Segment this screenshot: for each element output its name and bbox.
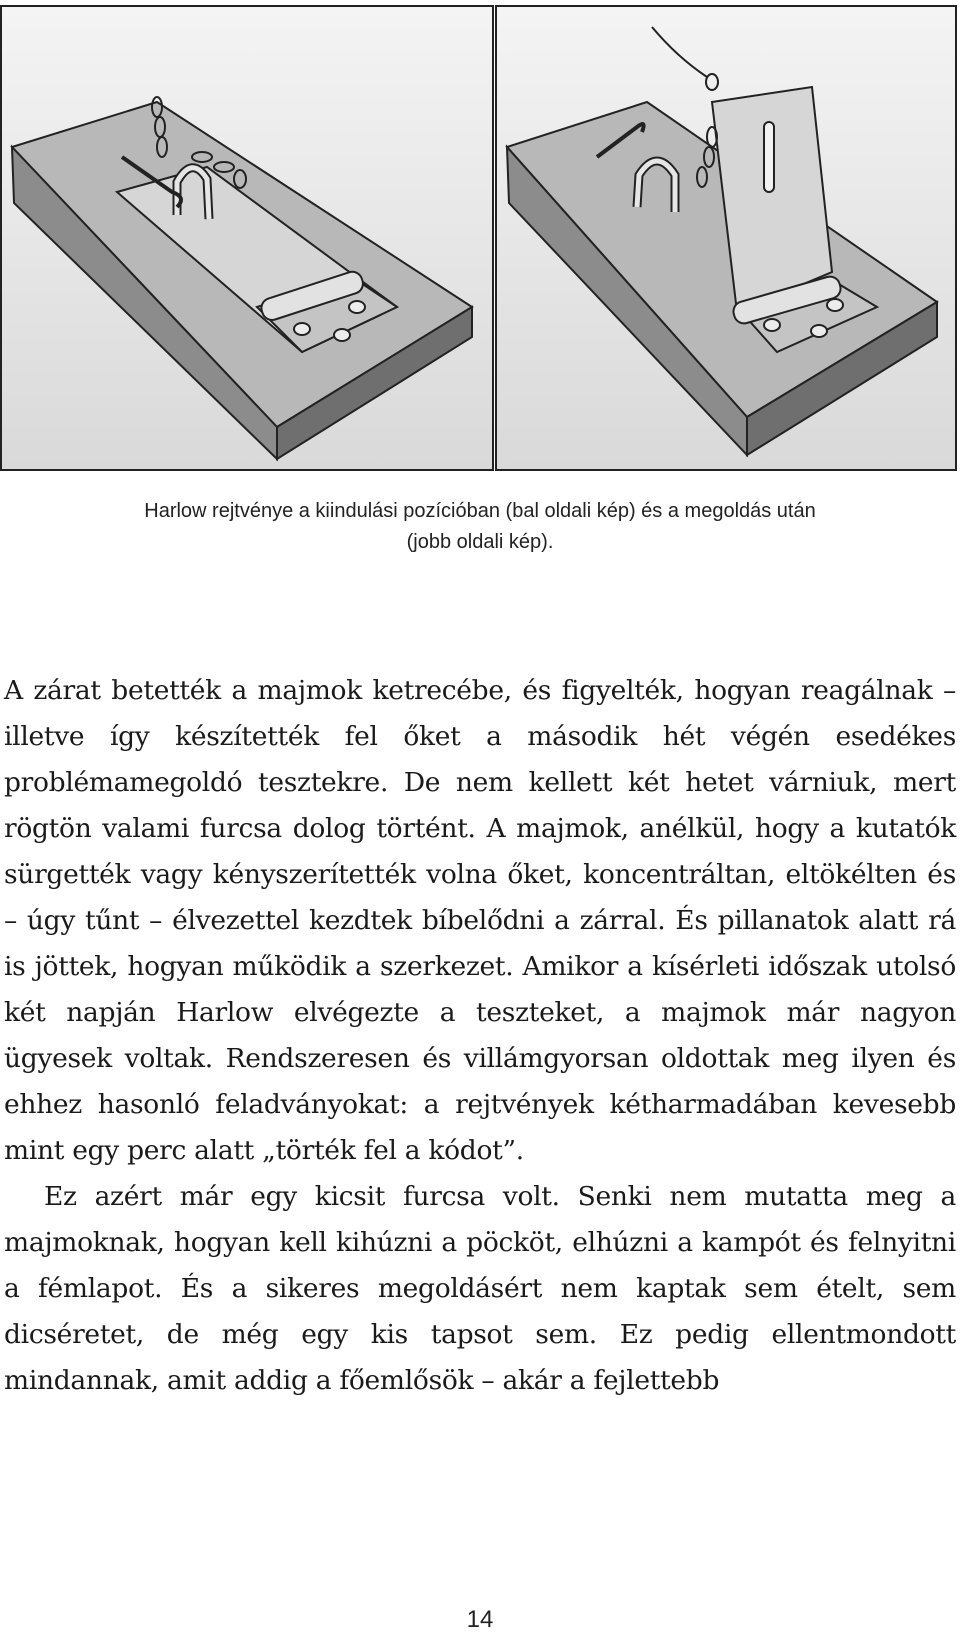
paragraph-2: Ez azért már egy kicsit furcsa volt. Senki nem mutatta meg a majmoknak, hogyan kell kihúzni a pöcköt, elhúzni a kampót és felnyitni a fémlapot. És a sikeres megoldásért nem kaptak sem ételt, sem dicséretet, de még egy kis tapsot sem. Ez pedig ellentmondott mindannak, amit addig a főemlősök – akár a fejlettebb xyxy=(4,1181,956,1396)
puzzle-solved-position-image xyxy=(495,5,957,471)
paragraph-1: A zárat betették a majmok ketrecébe, és figyelték, hogyan reagálnak – illetve így készítették fel őket a második hét végén esedékes problémamegoldó tesztekre. De nem kellett két hetet várniuk, mert rögtön valami furcsa dolog történt. A majmok, anélkül, hogy a kutatók sürgették vagy kényszerítették volna őket, koncentráltan, eltökélten és – úgy tűnt – élvezettel kezdtek bíbelődni a zárral. És pillanatok alatt rá is jöttek, hogyan működik a szerkezet. Amikor a kísérleti időszak utolsó két napján Harlow elvégezte a teszteket, a majmok már nagyon ügyesek voltak. Rendszeresen és villámgyorsan oldottak meg ilyen és ehhez hasonló feladványokat: a rejtvények kétharmadában kevesebb mint egy perc alatt „törték fel a kódot”. xyxy=(4,675,956,1166)
page-number: 14 xyxy=(466,1606,494,1633)
body-text xyxy=(4,668,956,1404)
puzzle-illustration xyxy=(0,2,960,472)
puzzle-initial-position-image xyxy=(0,5,494,471)
figure-caption xyxy=(60,496,900,558)
caption-line-1: Harlow rejtvénye a kiindulási pozícióban (bal oldali kép) és a megoldás után xyxy=(144,500,816,522)
caption-line-2: (jobb oldali kép). xyxy=(406,531,554,553)
